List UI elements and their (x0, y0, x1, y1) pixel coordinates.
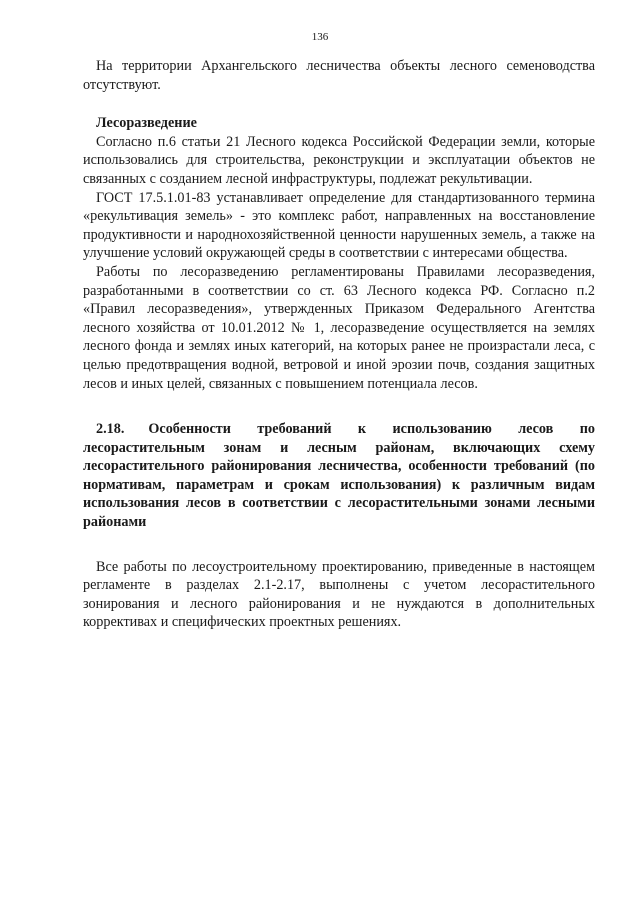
paragraph-gost: ГОСТ 17.5.1.01-83 устанавливает определение для стандартизованного термина «рекультивация земель» - это комплекс работ, направленных на восстановление продуктивности и народнохозяйственной ценности нарушенных земель, а также на улучшение условий окружающей среды в соответствии с интересами общества. (83, 189, 595, 262)
section-number: 2.18. (96, 421, 125, 438)
page-content (83, 57, 595, 632)
spacer (83, 94, 595, 114)
spacer (83, 393, 595, 420)
paragraph-afforestation-rules: Работы по лесоразведению регламентированы Правилами лесоразведения, разработанными в соответствии со ст. 63 Лесного кодекса РФ. Согласно п.2 «Правил лесоразведения», утвержденных Приказом Федерального Агентства лесного хозяйства от 10.01.2012 № 1, лесоразведение осуществляется на землях лесного фонда и землях иных категорий, на которых ранее не произрастали леса, с целью предотвращения водной, ветровой и иной эрозии почв, создания защитных лесов и иных целей, связанных с повышением потенциала лесов. (83, 263, 595, 392)
section-heading (83, 420, 595, 532)
section-title: Особенности требований к использованию лесов по лесорастительным зонам и лесным районам, включающих схему лесорастительного районирования лесничества, особенности требований (по нормативам, параметрам и срокам использования) к различным видам использования лесов в соответствии с лесорастительными зонами лесными районами (83, 421, 595, 531)
subheading-afforestation: Лесоразведение (96, 115, 197, 132)
paragraph-recultivation: Согласно п.6 статьи 21 Лесного кодекса Российской Федерации земли, которые использовались для строительства, реконструкции и эксплуатации объектов не связанных с созданием лесной инфраструктуры, подлежат рекультивации. (83, 133, 595, 187)
page-number: 136 (311, 31, 329, 43)
intro-paragraph: На территории Архангельского лесничества объекты лесного семеноводства отсутствуют. (83, 58, 595, 93)
spacer (83, 532, 595, 558)
final-paragraph: Все работы по лесоустроительному проектированию, приведенные в настоящем регламенте в разделах 2.1-2.17, выполнены с учетом лесорастительного зонирования и лесного районирования и не нуждаются в дополнительных коррективах и специфических проектных решениях. (83, 558, 595, 631)
